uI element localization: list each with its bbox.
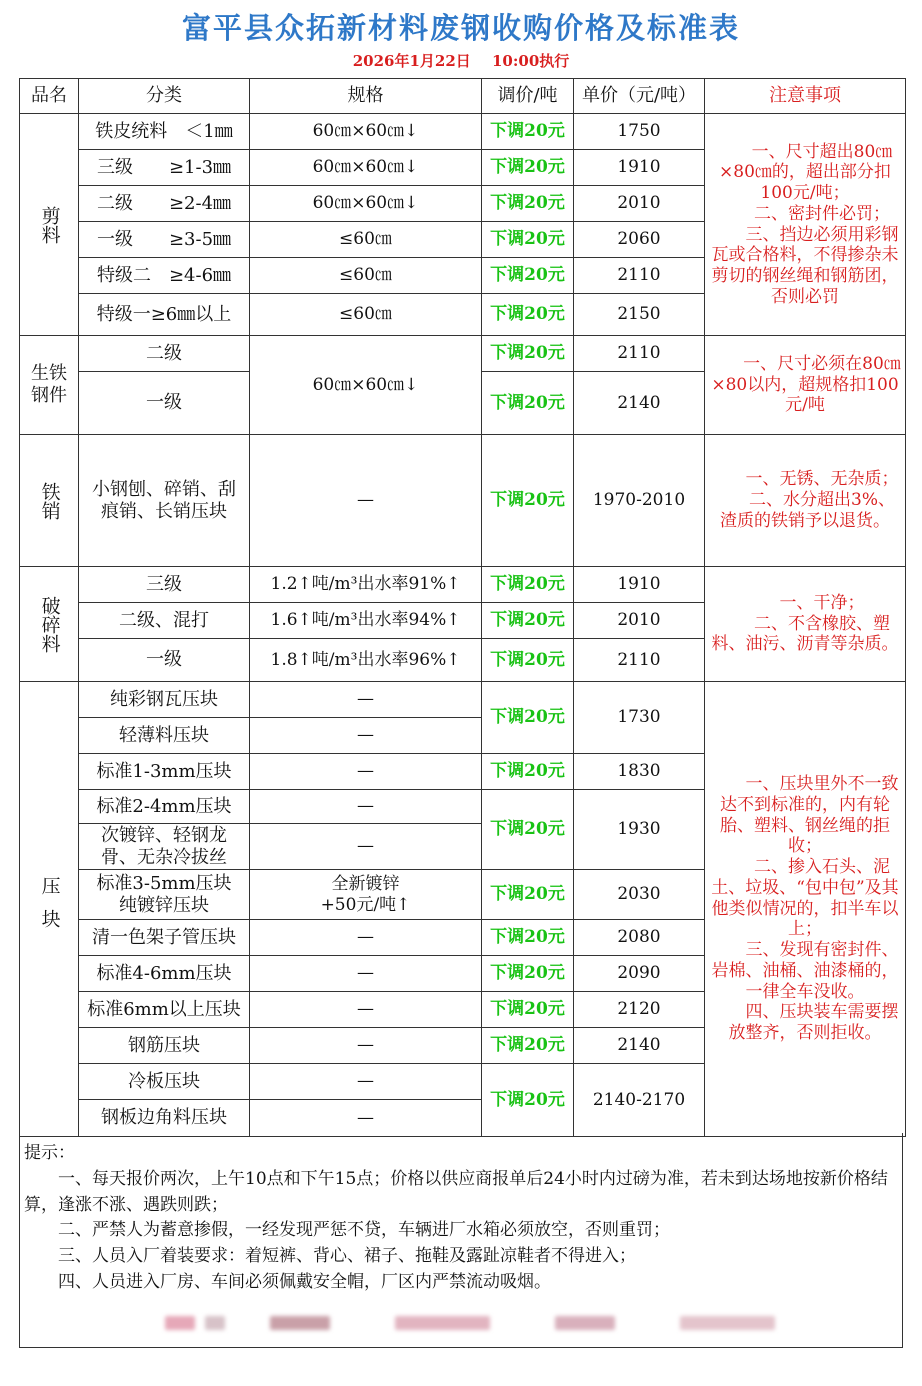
note-line: 一、尺寸超出80㎝×80㎝的，超出部分扣100元/吨； <box>719 141 893 204</box>
notes-cell <box>705 114 906 336</box>
category-cell: 特级一≥6㎜以上 <box>79 294 250 336</box>
spec-cell: — <box>250 435 482 567</box>
effective-date <box>0 50 922 71</box>
notes-cell <box>705 435 906 567</box>
spec-cell: 1.2↑吨/m³出水率91%↑ <box>250 567 482 603</box>
header-price: 单价（元/吨） <box>574 79 705 114</box>
price-cell: 1910 <box>574 150 705 186</box>
price-cell: 1730 <box>574 682 705 754</box>
category-cell: 标准6mm以上压块 <box>79 992 250 1028</box>
category-cell: 二级 ≥2-4㎜ <box>79 186 250 222</box>
note-line: 二、不含橡胶、塑料、油污、沥青等杂质。 <box>711 613 899 655</box>
price-cell: 2150 <box>574 294 705 336</box>
redacted-contact <box>160 1316 780 1332</box>
spec-cell: — <box>250 682 482 718</box>
spec-cell: — <box>250 992 482 1028</box>
category-line: 标准3-5mm压块 <box>96 872 232 894</box>
category-cell: 铁皮统料 ＜1㎜ <box>79 114 250 150</box>
spec-cell: 60㎝×60㎝↓ <box>250 186 482 222</box>
tips-title: 提示： <box>24 1143 75 1163</box>
spec-cell: — <box>250 920 482 956</box>
spec-cell: ≤60㎝ <box>250 258 482 294</box>
category-cell <box>79 870 250 920</box>
adjust-cell: 下调20元 <box>482 222 574 258</box>
spec-cell: — <box>250 718 482 754</box>
spec-cell: ≤60㎝ <box>250 222 482 258</box>
table-row <box>20 114 906 150</box>
table-row <box>20 567 906 603</box>
price-cell: 2010 <box>574 186 705 222</box>
category-cell: 钢筋压块 <box>79 1028 250 1064</box>
category-cell: 清一色架子管压块 <box>79 920 250 956</box>
note-line: 一、压块里外不一致达不到标准的，内有轮胎、塑料、钢丝绳的拒收； <box>720 774 899 857</box>
spec-line: 全新镀锌 <box>331 873 400 894</box>
spec-cell: — <box>250 1064 482 1100</box>
category-cell: 标准1-3mm压块 <box>79 754 250 790</box>
adjust-cell: 下调20元 <box>482 258 574 294</box>
adjust-cell: 下调20元 <box>482 920 574 956</box>
category-cell: 二级、混打 <box>79 603 250 639</box>
section-name: 破碎料 <box>20 567 79 682</box>
category-cell: 小钢刨、碎销、刮痕销、长销压块 <box>79 435 250 567</box>
table-row <box>20 435 906 567</box>
section-name: 剪料 <box>20 114 79 336</box>
header-row <box>20 79 906 114</box>
note-line: 二、水分超出3%、渣质的铁销予以退货。 <box>720 490 895 531</box>
header-notes: 注意事项 <box>705 79 906 114</box>
category-line: 纯镀锌压块 <box>119 894 209 916</box>
adjust-cell: 下调20元 <box>482 682 574 754</box>
spec-cell: 1.8↑吨/m³出水率96%↑ <box>250 639 482 682</box>
price-table <box>19 78 906 1137</box>
price-cell: 2060 <box>574 222 705 258</box>
category-cell: 次镀锌、轻钢龙骨、无杂冷拔丝 <box>79 824 250 870</box>
price-cell: 2140 <box>574 372 705 435</box>
price-cell: 2120 <box>574 992 705 1028</box>
spec-cell: — <box>250 824 482 870</box>
adjust-cell: 下调20元 <box>482 639 574 682</box>
note-line: 二、密封件必罚； <box>754 203 890 224</box>
notes-cell <box>705 336 906 435</box>
category-cell: 标准4-6mm压块 <box>79 956 250 992</box>
note-line: 二、掺入石头、泥土、垃圾、“包中包”及其他类似情况的，扣半车以上； <box>711 857 899 940</box>
category-cell: 一级 ≥3-5㎜ <box>79 222 250 258</box>
table-row <box>20 336 906 372</box>
note-line: 三、发现有密封件、岩棉、油桶、油漆桶的，一律全车没收。 <box>711 940 899 1002</box>
notes-cell <box>705 682 906 1137</box>
category-cell: 三级 <box>79 567 250 603</box>
spec-cell: — <box>250 754 482 790</box>
adjust-cell: 下调20元 <box>482 150 574 186</box>
table-row <box>20 682 906 718</box>
header-spec: 规格 <box>250 79 482 114</box>
category-cell: 钢板边角料压块 <box>79 1100 250 1137</box>
spec-cell: — <box>250 790 482 824</box>
adjust-cell: 下调20元 <box>482 567 574 603</box>
section-name: 铁销 <box>20 435 79 567</box>
section-name: 生铁钢件 <box>20 336 79 435</box>
tip-line: 一、每天报价两次，上午10点和下午15点；价格以供应商报单后24小时内过磅为准，若未到达场地按新价格结算，逢涨不涨、遇跌则跌； <box>24 1168 888 1215</box>
spec-cell: 1.6↑吨/m³出水率94%↑ <box>250 603 482 639</box>
price-cell: 2080 <box>574 920 705 956</box>
spec-cell: — <box>250 1100 482 1137</box>
price-cell: 1930 <box>574 790 705 870</box>
spec-cell: — <box>250 1028 482 1064</box>
spec-cell: 60㎝×60㎝↓ <box>250 114 482 150</box>
spec-cell: 60㎝×60㎝↓ <box>250 150 482 186</box>
notes-cell <box>705 567 906 682</box>
category-cell: 三级 ≥1-3㎜ <box>79 150 250 186</box>
spec-cell: 60㎝×60㎝↓ <box>250 336 482 435</box>
category-cell: 轻薄料压块 <box>79 718 250 754</box>
adjust-cell: 下调20元 <box>482 1028 574 1064</box>
note-line: 一、干净； <box>779 592 865 613</box>
spec-cell <box>250 870 482 920</box>
price-cell: 2030 <box>574 870 705 920</box>
spec-line: +50元/吨↑ <box>320 894 411 915</box>
adjust-cell: 下调20元 <box>482 114 574 150</box>
price-cell: 2140-2170 <box>574 1064 705 1137</box>
adjust-cell: 下调20元 <box>482 992 574 1028</box>
price-cell: 1750 <box>574 114 705 150</box>
adjust-cell: 下调20元 <box>482 435 574 567</box>
price-cell: 2140 <box>574 1028 705 1064</box>
header-category: 分类 <box>79 79 250 114</box>
adjust-cell: 下调20元 <box>482 336 574 372</box>
category-cell: 冷板压块 <box>79 1064 250 1100</box>
header-name: 品名 <box>20 79 79 114</box>
note-line: 三、挡边必须用彩钢瓦或合格料，不得掺杂未剪切的钢丝绳和钢筋团，否则必罚 <box>711 224 899 307</box>
category-cell: 特级二 ≥4-6㎜ <box>79 258 250 294</box>
note-line: 一、尺寸必须在80㎝×80以内，超规格扣100元/吨 <box>711 353 901 416</box>
category-cell: 一级 <box>79 372 250 435</box>
adjust-cell: 下调20元 <box>482 294 574 336</box>
price-cell: 2110 <box>574 639 705 682</box>
price-cell: 2110 <box>574 336 705 372</box>
date-text: 2026年1月22日 <box>352 52 471 70</box>
category-cell: 二级 <box>79 336 250 372</box>
page-title: 富平县众拓新材料废钢收购价格及标准表 <box>181 11 740 45</box>
adjust-cell: 下调20元 <box>482 372 574 435</box>
category-cell: 一级 <box>79 639 250 682</box>
adjust-cell: 下调20元 <box>482 754 574 790</box>
price-cell: 2090 <box>574 956 705 992</box>
adjust-cell: 下调20元 <box>482 870 574 920</box>
adjust-cell: 下调20元 <box>482 956 574 992</box>
price-cell: 1910 <box>574 567 705 603</box>
time-text: 10:00执行 <box>492 52 570 70</box>
category-cell: 标准2-4mm压块 <box>79 790 250 824</box>
tip-line: 三、人员入厂着装要求：着短裤、背心、裙子、拖鞋及露趾凉鞋者不得进入； <box>58 1246 636 1267</box>
spec-cell: — <box>250 956 482 992</box>
category-cell: 纯彩钢瓦压块 <box>79 682 250 718</box>
adjust-cell: 下调20元 <box>482 1064 574 1137</box>
adjust-cell: 下调20元 <box>482 790 574 870</box>
adjust-cell: 下调20元 <box>482 603 574 639</box>
note-line: 一、无锈、无杂质； <box>745 469 899 490</box>
price-cell: 1830 <box>574 754 705 790</box>
price-cell: 2110 <box>574 258 705 294</box>
price-cell: 1970-2010 <box>574 435 705 567</box>
note-line: 四、压块装车需要摆放整齐，否则拒收。 <box>728 1002 899 1044</box>
tip-line: 四、人员进入厂房、车间必须佩戴安全帽，厂区内严禁流动吸烟。 <box>58 1272 551 1293</box>
header-adjust: 调价/吨 <box>482 79 574 114</box>
tip-line: 二、严禁人为蓄意掺假，一经发现严惩不贷，车辆进厂水箱必须放空，否则重罚； <box>58 1220 670 1241</box>
price-cell: 2010 <box>574 603 705 639</box>
adjust-cell: 下调20元 <box>482 186 574 222</box>
spec-cell: ≤60㎝ <box>250 294 482 336</box>
section-name: 压块 <box>20 682 79 1137</box>
